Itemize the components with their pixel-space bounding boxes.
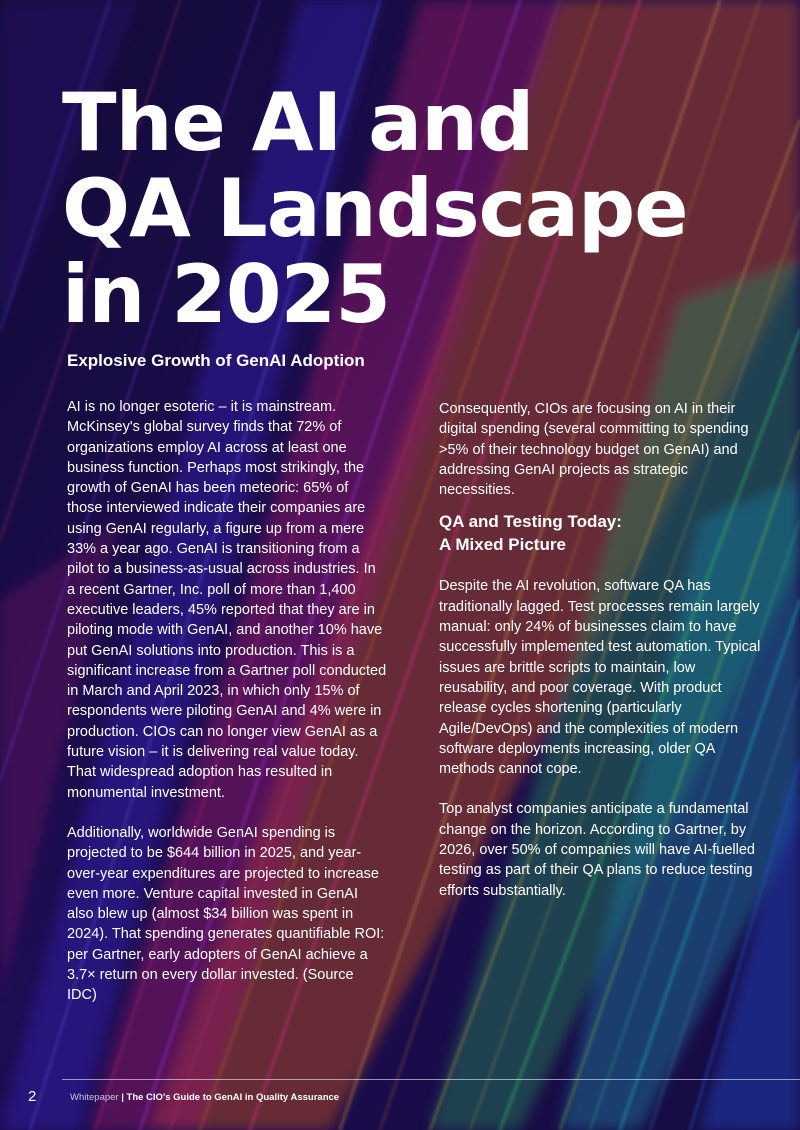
paragraph: Consequently, CIOs are focusing on AI in their digital spending (several committing to spending >5% of their technology budget on GenAI) and addressing GenAI projects as strategic necessities. <box>439 401 749 499</box>
heading-line: A Mixed Picture <box>439 535 566 555</box>
footer-doc-type: Whitepaper <box>70 1092 119 1103</box>
footer-divider <box>62 1079 800 1080</box>
paragraph: Additionally, worldwide GenAI spending is projected to be $644 billion in 2025, and year-over-year expenditures are projected to increase even more. Venture capital invested in GenAI also blew up (almost $34 billion was spent in 2024). That spending generates quantifiable ROI: per Gartner, early adopters of GenAI achieve a 3.7× return on every dollar invested. (Source IDC) <box>67 824 385 1004</box>
footer-label <box>70 1092 339 1103</box>
section-heading-genai-adoption: Explosive Growth of GenAI Adoption <box>67 351 365 370</box>
right-column <box>439 399 761 901</box>
title-line: The AI and <box>62 76 534 169</box>
footer-doc-title: The CIO's Guide to GenAI in Quality Assurance <box>126 1092 340 1103</box>
page-title <box>62 76 782 341</box>
paragraph: Despite the AI revolution, software QA has traditionally lagged. Test processes remain largely manual: only 24% of businesses claim to have successfully implemented test automation. Typical issues are brittle scripts to maintain, low reusability, and poor coverage. With product release cycles shortening (particularly Agile/DevOps) and the complexities of modern software deployments increasing, older QA methods cannot cope. <box>439 578 761 778</box>
paragraph: AI is no longer esoteric – it is mainstream. McKinsey's global survey finds that 72% of organizations employ AI across at least one business function. Perhaps most strikingly, the growth of GenAI has been meteoric: 65% of those interviewed indicate their companies are using GenAI regularly, a figure up from a mere 33% a year ago. GenAI is transitioning from a pilot to a business-as-usual across industries. In a recent Gartner, Inc. poll of more than 1,400 executive leaders, 45% reported that they are in piloting mode with GenAI, and another 10% have put GenAI solutions into production. This is a significant increase from a Gartner poll conducted in March and April 2023, in which only 15% of respondents were piloting GenAI and 4% were in production. CIOs can no longer view GenAI as a future vision – it is delivering real value today. That widespread adoption has resulted in monumental investment. <box>67 399 387 801</box>
footer-separator: | <box>118 1092 127 1103</box>
page-number: 2 <box>28 1088 37 1105</box>
section-heading-qa-testing <box>439 510 761 556</box>
heading-line: QA and Testing Today: <box>439 512 622 532</box>
title-line: in 2025 <box>62 248 390 341</box>
paragraph: Top analyst companies anticipate a fundamental change on the horizon. According to Gartner, by 2026, over 50% of companies will have AI-fuelled testing as part of their QA plans to reduce testing efforts substantially. <box>439 801 755 899</box>
title-line: QA Landscape <box>62 162 688 255</box>
left-column <box>67 397 387 1006</box>
